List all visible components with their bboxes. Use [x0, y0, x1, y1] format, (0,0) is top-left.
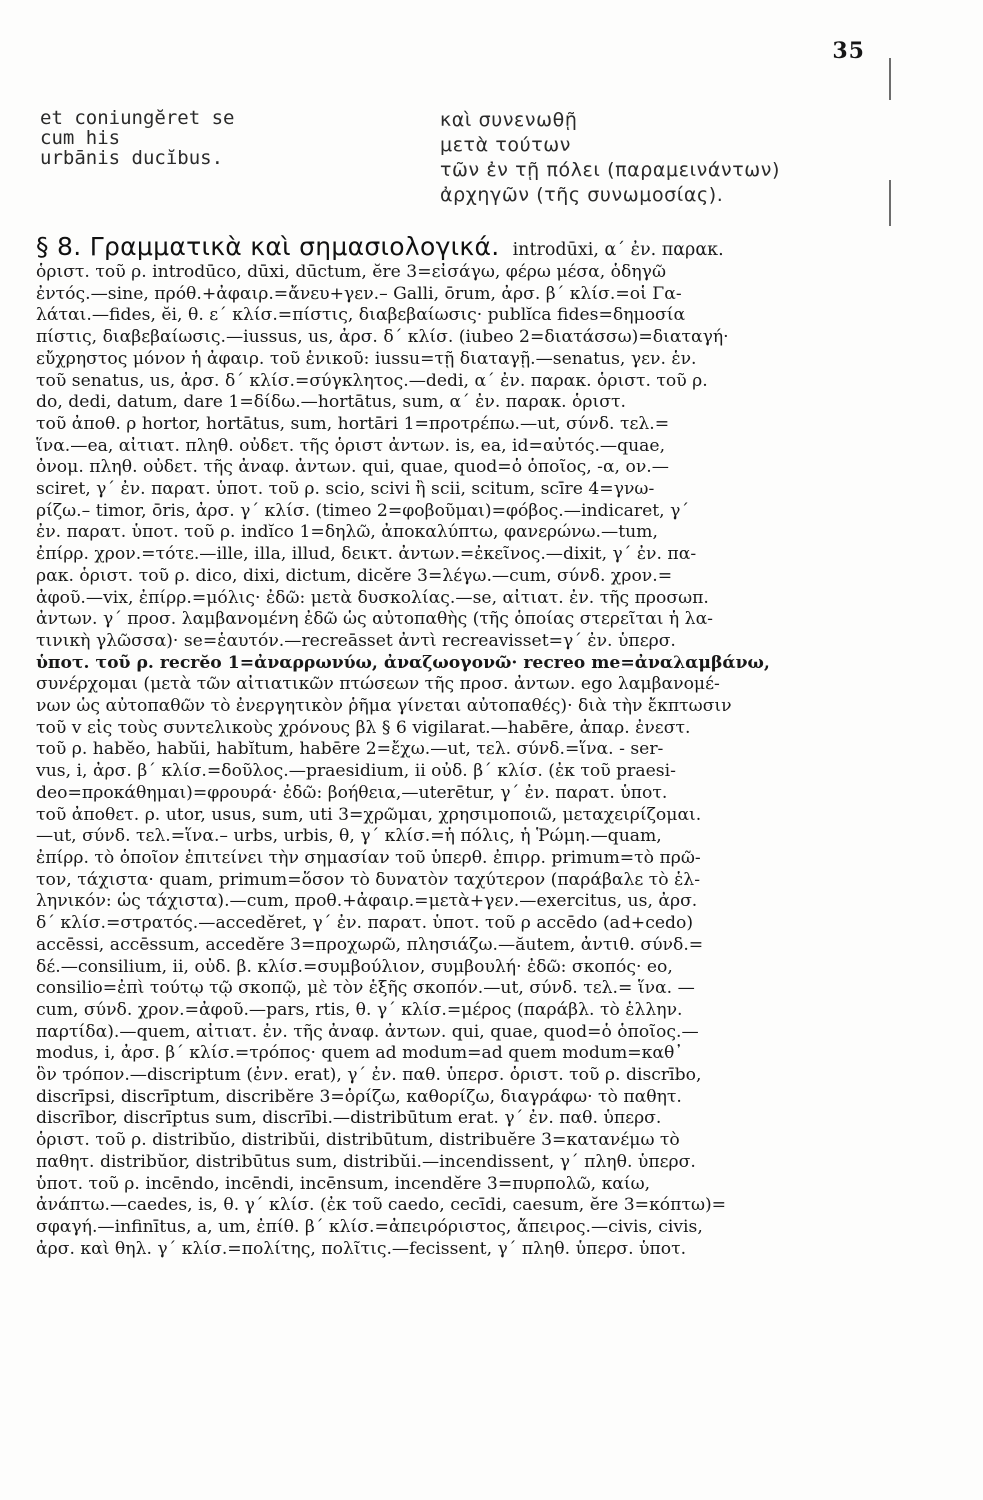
- commentary-line: ἀνάπτω.—caedes, is, θ. γ´ κλίσ. (ἐκ τοῦ caedo, cecīdi, caesum, ĕre 3=κόπτω)=: [36, 1195, 727, 1216]
- page-number: 35: [832, 38, 865, 64]
- commentary-line: ἀντων. γ´ προσ. λαμβανομένη ἐδῶ ὡς αὐτοπαθὴς (τῆς ὁποίας στερεῖται ἡ λα-: [36, 609, 713, 630]
- commentary-line: do, dedi, datum, dare 1=δίδω.—hortātus, sum, α´ ἐν. παρακ. ὁριστ.: [36, 392, 626, 413]
- commentary-line: ἵνα.—ea, αἰτιατ. πληθ. οὐδετ. τῆς ὁριστ ἀντων. is, ea, id=αὐτός.—quae,: [36, 435, 666, 456]
- commentary-line: τοῦ ἀποθετ. ρ. utor, usus, sum, uti 3=χρῶμαι, χρησιμοποιῶ, μεταχειρίζομαι.: [36, 804, 702, 825]
- section-heading-continuation: introdūxi, α´ ἐν. παρακ.: [512, 240, 724, 260]
- commentary-line: λάται.—fides, ĕi, θ. ε´ κλίσ.=πίστις, διαβεβαίωσις· publĭca fides=δημοσία: [36, 305, 686, 326]
- commentary-line: ἐντός.—sine, πρόθ.+ἀφαιρ.=ἄνευ+γεν.– Galli, ōrum, ἀρσ. β´ κλίσ.=οἱ Γα-: [36, 283, 682, 304]
- commentary-line: ληνικόν: ὡς τάχιστα).—cum, προθ.+ἀφαιρ.=μετὰ+γεν.—exercitus, us, ἀρσ.: [36, 891, 698, 912]
- commentary-line: τοῦ v εἰς τοὺς συντελικοὺς χρόνους βλ § 6 vigilarat.—habēre, ἀπαρ. ἐνεστ.: [36, 717, 691, 738]
- commentary-line: τον, τάχιστα· quam, primum=ὅσον τὸ δυνατὸν ταχύτερον (παράβαλε τὸ ἑλ-: [36, 869, 701, 890]
- commentary-line: ἀρσ. καὶ θηλ. γ´ κλίσ.=πολίτης, πολῖτις.—fecissent, γ´ πληθ. ὑπερσ. ὑποτ.: [36, 1238, 687, 1259]
- commentary-line: ρακ. ὁριστ. τοῦ ρ. dico, dixi, dictum, dicĕre 3=λέγω.—cum, σύνδ. χρον.=: [36, 565, 673, 586]
- commentary-line: παρτίδα).—quem, αἰτιατ. ἐν. τῆς ἀναφ. ἀντων. qui, quae, quod=ὁ ὁποῖος.—: [36, 1021, 699, 1042]
- commentary-line: sciret, γ´ ἐν. παρατ. ὑποτ. τοῦ ρ. scio, scivi ἢ scii, scitum, scīre 4=γνω-: [36, 479, 655, 500]
- commentary-line: ὑποτ. τοῦ ρ. incēndo, incēndi, incēnsum, incendĕre 3=πυρπολῶ, καίω,: [36, 1173, 651, 1194]
- latin-column: [40, 108, 340, 168]
- latin-line: et coniungĕret se: [40, 107, 235, 129]
- latin-line: urbānis ducĭbus.: [40, 147, 224, 169]
- latin-line: cum his: [40, 127, 121, 149]
- commentary-line: ἐπίρρ. χρον.=τότε.—ille, illa, illud, δεικτ. ἀντων.=ἐκεῖνος.—dixit, γ´ ἐν. πα-: [36, 544, 697, 565]
- commentary-line: deo=προκάθημαι)=φρουρά· ἐδῶ: βοήθεια,—uterētur, γ´ ἐν. παρατ. ὑποτ.: [36, 782, 668, 803]
- commentary-line: δ´ κλίσ.=στρατός.—accedĕret, γ´ ἐν. παρατ. ὑποτ. τοῦ ρ accēdo (ad+cedo): [36, 913, 694, 934]
- commentary-line: παθητ. distribŭor, distribūtus sum, distribŭi.—incendissent, γ´ πληθ. ὑπερσ.: [36, 1151, 696, 1172]
- commentary-line: accēssi, accēssum, accedĕre 3=προχωρῶ, πλησιάζω.—ăutem, ἀντιθ. σύνδ.=: [36, 934, 704, 955]
- commentary-line: ὃν τρόπον.—discriptum (ἐνν. erat), γ´ ἐν. παθ. ὑπερσ. ὁριστ. τοῦ ρ. discrībo,: [36, 1065, 702, 1086]
- section-title: § 8. Γραμματικὰ καὶ σημασιολογικά.: [36, 232, 500, 261]
- commentary-line: —ut, σύνδ. τελ.=ἵνα.– urbs, urbis, θ, γ´ κλίσ.=ἡ πόλις, ἡ Ῥώμη.—quam,: [36, 826, 662, 847]
- commentary-line: discrīpsi, discrīptum, discribĕre 3=ὁρίζω, καθορίζω, διαγράφω· τὸ παθητ.: [36, 1086, 682, 1107]
- commentary-line: τοῦ ρ. habĕo, habŭi, habĭtum, habēre 2=ἔχω.—ut, τελ. σύνδ.=ἵνα. - ser-: [36, 739, 664, 760]
- greek-column: [440, 108, 910, 208]
- commentary-line: ἐπίρρ. τὸ ὁποῖον ἐπιτείνει τὴν σημασίαν τοῦ ὑπερθ. ἐπιρρ. primum=τὸ πρῶ-: [36, 847, 701, 868]
- greek-line: τῶν ἐν τῇ πόλει (παραμεινάντων): [440, 159, 780, 181]
- commentary-line: ἐν. παρατ. ὑποτ. τοῦ ρ. indĭco 1=δηλῶ, ἀποκαλύπτω, φανερώνω.—tum,: [36, 522, 658, 543]
- commentary-line: δέ.—consilium, ii, οὐδ. β. κλίσ.=συμβούλιον, συμβουλή· ἐδῶ: σκοπός· eo,: [36, 956, 673, 977]
- commentary-line: modus, i, ἀρσ. β´ κλίσ.=τρόπος· quem ad modum=ad quem modum=καθ᾿: [36, 1043, 683, 1064]
- commentary-line: vus, i, ἀρσ. β´ κλίσ.=δοῦλος.—praesidium, ii οὐδ. β´ κλίσ. (ἐκ τοῦ praesi-: [36, 761, 676, 782]
- greek-line: καὶ συνενωθῇ: [440, 109, 578, 131]
- section-heading: [36, 232, 866, 261]
- commentary-line: ὁριστ. τοῦ ρ. introdūco, dūxi, dūctum, ĕre 3=εἰσάγω, φέρω μέσα, ὁδηγῶ: [36, 262, 666, 282]
- commentary-line: discrībor, discrīptus sum, discrībi.—distribūtum erat. γ´ ἐν. παθ. ὑπερσ.: [36, 1108, 662, 1129]
- commentary-body: [36, 262, 880, 1260]
- commentary-line: ρίζω.– timor, ōris, ἀρσ. γ´ κλίσ. (timeo 2=φοβοῦμαι)=φόβος.—indicaret, γ´: [36, 500, 689, 521]
- page-edge-rule: [889, 58, 891, 100]
- commentary-line: consilio=ἐπὶ τούτῳ τῷ σκοπῷ, μὲ τὸν ἑξῆς σκοπόν.—ut, σύνδ. τελ.= ἵνα. —: [36, 978, 695, 999]
- commentary-line: ὁριστ. τοῦ ρ. distribŭo, distribŭi, distribūtum, distribuĕre 3=κατανέμω τὸ: [36, 1130, 680, 1151]
- commentary-line: ὑποτ. τοῦ ρ. recrĕo 1=ἀναρρωνύω, ἀναζωογονῶ· recreo me=ἀναλαμβάνω,: [36, 652, 770, 673]
- greek-line: ἀρχηγῶν (τῆς συνωμοσίας).: [440, 184, 724, 206]
- commentary-line: εὔχρηστος μόνον ἡ ἀφαιρ. τοῦ ἑνικοῦ: iussu=τῇ διαταγῇ.—senatus, γεν. ἑν.: [36, 348, 697, 369]
- commentary-line: τοῦ senatus, us, ἀρσ. δ´ κλίσ.=σύγκλητος.—dedi, α´ ἐν. παρακ. ὁριστ. τοῦ ρ.: [36, 370, 708, 391]
- commentary-line: ὀνομ. πληθ. οὐδετ. τῆς ἀναφ. ἀντων. qui, quae, quod=ὁ ὁποῖος, -α, ον.—: [36, 457, 669, 478]
- commentary-line: συνέρχομαι (μετὰ τῶν αἰτιατικῶν πτώσεων τῆς προσ. ἀντων. ego λαμβανομέ-: [36, 674, 720, 695]
- commentary-line: cum, σύνδ. χρον.=ἀφοῦ.—pars, rtis, θ. γ´ κλίσ.=μέρος (παράβλ. τὸ ἑλλην.: [36, 999, 683, 1020]
- commentary-line: τινικὴ γλῶσσα)· se=ἑαυτόν.—recreāsset ἀντὶ recreavisset=γ´ ἐν. ὑπερσ.: [36, 630, 676, 651]
- parallel-text-block: [40, 108, 870, 208]
- commentary-line: πίστις, διαβεβαίωσις.—iussus, us, ἀρσ. δ´ κλίσ. (iubeo 2=διατάσσω)=διαταγή·: [36, 327, 729, 348]
- commentary-line: σφαγή.—infinītus, a, um, ἐπίθ. β´ κλίσ.=ἀπειρόριστος, ἄπειρος.—civis, civis,: [36, 1216, 703, 1237]
- commentary-line: ἀφοῦ.—vix, ἐπίρρ.=μόλις· ἐδῶ: μετὰ δυσκολίας.—se, αἰτιατ. ἐν. τῆς προσωπ.: [36, 587, 709, 608]
- greek-line: μετὰ τούτων: [440, 134, 571, 156]
- commentary-line: τοῦ ἀποθ. ρ hortor, hortātus, sum, hortāri 1=προτρέπω.—ut, σύνδ. τελ.=: [36, 413, 670, 434]
- commentary-line: νων ὡς αὐτοπαθῶν τὸ ἐνεργητικὸν ῥῆμα γίνεται αὐτοπαθές)· διὰ τὴν ἔκπτωσιν: [36, 696, 732, 717]
